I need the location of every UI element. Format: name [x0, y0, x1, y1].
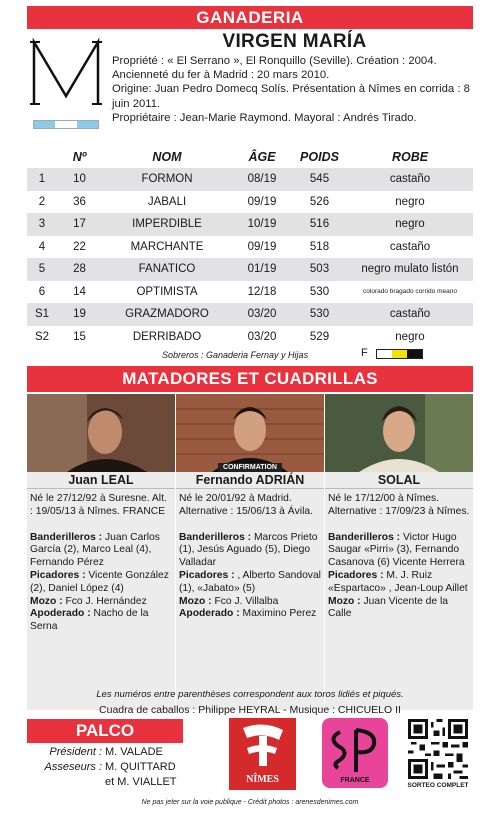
crew-text: M. J. Ruiz «Espartaco» , Jean-Loup Aillet [328, 569, 468, 594]
col-header [27, 145, 57, 168]
palco-value: M. VALADE [105, 746, 163, 758]
matador-name: Juan LEAL [27, 472, 175, 489]
table-cell: 03/20 [247, 330, 277, 343]
table-cell: JABALI [147, 195, 187, 208]
col-header: ÂGE [248, 149, 276, 164]
crew-text: Juan Carlos García (2), Marco Leal (4), Fernando Pérez [30, 531, 160, 569]
table-cell: negro [347, 213, 473, 236]
table-row [27, 168, 473, 191]
table-cell: 22 [73, 240, 86, 253]
numbers-note: Les numéros entre parenthèses correspondent aux toros lidiés et piqués. [96, 689, 404, 700]
table-row [27, 303, 473, 326]
matador-photo [176, 394, 324, 472]
table-cell: 530 [309, 285, 330, 298]
crew-text: Juan Vicente de la Calle [328, 595, 449, 620]
matador-bio: Né le 27/12/92 à Suresne. Alt. : 19/05/13 à Nîmes. FRANCE [30, 493, 167, 517]
crew-line [30, 532, 172, 570]
nimes-logo-text: NÎMES [246, 774, 279, 785]
crew-text: Fco J. Villalba [211, 595, 279, 607]
divisa-stripe [77, 121, 98, 128]
table-row [27, 281, 473, 304]
crew-text: , Alberto Sandoval (1), «Jabato» (5) [179, 569, 321, 594]
matador-details [325, 489, 473, 710]
crew-line [179, 532, 321, 570]
crew-label: Mozo : [179, 595, 212, 607]
info-line: Propriété : « El Serrano », El Ronquillo (Seville). Création : 2004. [112, 55, 437, 67]
info-line: Ancienneté du fer à Madrid : 20 mars 2010. [112, 69, 330, 82]
footer-note: Ne pas jeter sur la voie publique - Crédit photos : arenesdenimes.com [141, 799, 359, 806]
table-cell: 09/19 [247, 195, 277, 208]
table-cell: 14 [73, 285, 86, 298]
table-cell: 36 [73, 195, 86, 208]
table-cell: negro [395, 195, 425, 208]
table-cell: FORMON [102, 168, 232, 191]
palco-row [27, 760, 217, 775]
table-cell: 19 [57, 303, 102, 326]
crew-label: Apoderado : [179, 608, 240, 620]
crew-label: Apoderado : [30, 608, 91, 620]
cattle-brand-m-icon [30, 36, 102, 106]
col-header: Nº [72, 149, 87, 164]
table-cell: 28 [57, 258, 102, 281]
divisa-stripe [34, 121, 55, 128]
crew-line [179, 596, 321, 609]
table-header-row [27, 145, 473, 168]
table-cell: 01/19 [232, 258, 292, 281]
col-header: NOM [152, 149, 182, 164]
sorteo-label: SORTEO COMPLET [407, 782, 469, 789]
crew-label: Picadores : [328, 569, 384, 581]
table-cell: 10 [57, 168, 102, 191]
table-cell: S2 [34, 330, 50, 343]
ganaderia-info [112, 54, 477, 125]
crew-label: Banderilleros : [328, 531, 401, 543]
crew-label: Mozo : [30, 595, 63, 607]
matador-card [176, 394, 324, 710]
nimes-logo [229, 718, 296, 790]
crew-text: Maximino Perez [239, 608, 317, 620]
crew-label: Banderilleros : [179, 531, 252, 543]
crew-text: Marcos Prieto (1), Jesús Aguado (5), Diego Valladar [179, 531, 318, 569]
table-cell: negro mulato listón [347, 258, 473, 281]
divisa-stripe [377, 350, 392, 358]
matador-card [27, 394, 175, 710]
table-cell: colorado bragado corrido meano [363, 288, 457, 296]
table-cell: DERRIBADO [132, 330, 202, 343]
crew-line [30, 608, 172, 634]
crew-line [328, 570, 470, 596]
table-row [27, 326, 473, 349]
divisa-stripe [392, 350, 407, 358]
table-cell: S1 [27, 303, 57, 326]
palco-row [27, 745, 217, 760]
table-row [27, 258, 473, 281]
crew-label: Mozo : [328, 595, 361, 607]
crew-line [328, 532, 470, 570]
palco-label: Asseseurs : [44, 761, 102, 773]
table-cell: IMPERDIBLE [102, 213, 232, 236]
table-cell: 518 [309, 240, 330, 253]
matador-name: Fernando ADRIÁN [176, 472, 324, 489]
table-cell: 12/18 [247, 285, 277, 298]
matador-name: SOLAL [325, 472, 473, 489]
matador-bio: Né le 20/01/92 à Madrid. Alternative : 15/06/13 à Ávila. [179, 493, 313, 517]
palco-band: PALCO [27, 719, 183, 743]
table-cell: FANATICO [102, 258, 232, 281]
crew-text: Vicente González (2), Daniel López (4) [30, 569, 169, 594]
table-cell: 03/20 [232, 303, 292, 326]
table-cell: negro [395, 330, 425, 343]
table-cell: castaño [347, 303, 473, 326]
crew-text: Nacho de la Serna [30, 608, 149, 633]
crew-text: Fco J. Hernández [62, 595, 147, 607]
col-header: POIDS [300, 149, 339, 164]
table-cell: 516 [292, 213, 347, 236]
sobreros-note: Sobreros : Ganaderia Fernay y Hijas [162, 350, 309, 360]
crew-line [179, 570, 321, 596]
table-cell: 15 [73, 330, 86, 343]
table-row [27, 236, 473, 259]
table-cell: 1 [27, 168, 57, 191]
palco-value: et M. VIALLET [105, 776, 177, 788]
palco-label: Président : [49, 746, 102, 758]
matadores-band: MATADORES ET CUADRILLAS [27, 366, 473, 392]
matador-details [176, 489, 324, 710]
table-cell: 10/19 [232, 213, 292, 236]
fernay-divisa-colors [376, 349, 423, 359]
divisa-stripe [407, 350, 422, 358]
crew-line [30, 570, 172, 596]
ganaderia-name: VIRGEN MARÍA [222, 31, 367, 52]
table-cell: 529 [309, 330, 330, 343]
confirmation-badge: CONFIRMATION [218, 463, 282, 472]
crew-line [179, 608, 321, 621]
table-cell: 6 [38, 285, 46, 298]
matador-photo [325, 394, 473, 472]
france-logo [322, 718, 388, 788]
ganaderia-band: GANADERIA [27, 6, 473, 29]
fernay-brand: F [361, 347, 368, 359]
table-cell: 5 [27, 258, 57, 281]
ganaderia-divisa-colors [33, 120, 99, 129]
table-cell: GRAZMADORO [102, 303, 232, 326]
table-cell: 17 [57, 213, 102, 236]
table-cell: 4 [38, 240, 46, 253]
col-header: ROBE [391, 149, 429, 164]
table-cell: 545 [292, 168, 347, 191]
table-row [27, 213, 473, 236]
table-cell: 3 [27, 213, 57, 236]
info-line: Origine: Juan Pedro Domecq Solís. Présentation à Nîmes en corrida : 8 juin 2011. [112, 83, 470, 110]
table-cell: 530 [292, 303, 347, 326]
table-cell: 09/19 [247, 240, 277, 253]
crew-label: Banderilleros : [30, 531, 103, 543]
bulls-table [27, 145, 473, 348]
qr-code-icon[interactable] [408, 719, 468, 779]
matador-details [27, 489, 175, 710]
matador-bio: Né le 17/12/00 à Nîmes. Alternative : 17/09/23 à Nîmes. [328, 493, 470, 517]
table-cell: 08/19 [232, 168, 292, 191]
matador-card [325, 394, 473, 710]
palco-members [27, 745, 217, 790]
crew-label: Picadores : [179, 569, 235, 581]
palco-row [27, 775, 217, 790]
crew-line [328, 596, 470, 622]
cuadra-line: Cuadra de caballos : Philippe HEYRAL - Musique : CHICUELO II [99, 704, 401, 716]
palco-value: M. QUITTARD [105, 761, 176, 773]
crew-label: Picadores : [30, 569, 86, 581]
crew-text: Victor Hugo Saugar «Pirri» (3), Fernando Casanova (6) Vicente Herrera [328, 531, 465, 569]
matador-photo [27, 394, 175, 472]
table-cell: 2 [38, 195, 46, 208]
table-cell: castaño [389, 240, 431, 253]
france-logo-text: FRANCE [340, 777, 370, 784]
palco-label [27, 775, 105, 790]
table-cell: MARCHANTE [130, 240, 204, 253]
divisa-stripe [55, 121, 76, 128]
table-cell: castaño [347, 168, 473, 191]
table-row [27, 191, 473, 214]
table-cell: 526 [309, 195, 330, 208]
crew-line [30, 596, 172, 609]
table-cell: OPTIMISTA [136, 285, 198, 298]
info-line: Propriétaire : Jean-Marie Raymond. Mayoral : Andrés Tirado. [112, 111, 417, 124]
table-cell: 503 [292, 258, 347, 281]
